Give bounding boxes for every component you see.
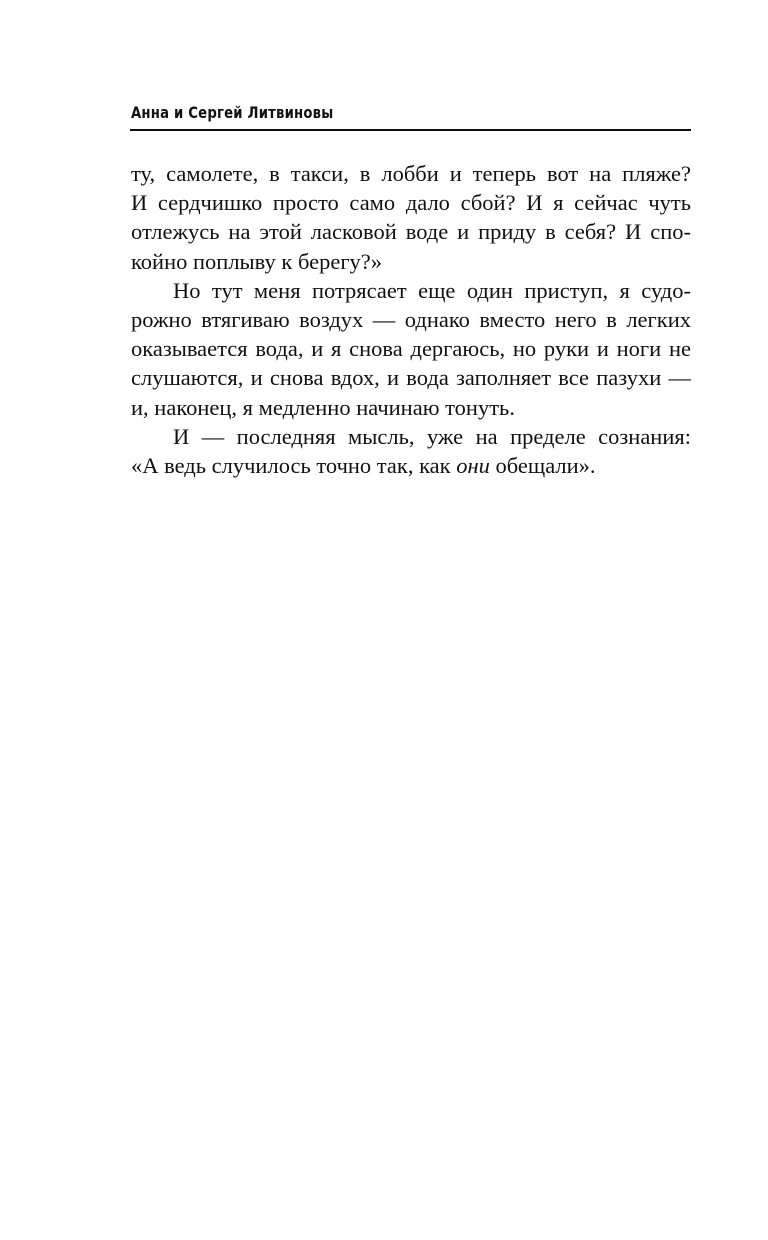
text-line: слушаются, и снова вдох, и вода заполняет все пазухи — [131, 365, 691, 391]
paragraph-2 [131, 276, 691, 422]
body-text [131, 159, 691, 480]
text-line: и, наконец, я медленно начинаю тонуть. [131, 394, 515, 420]
running-head: Анна и Сергей Литвиновы [131, 103, 334, 122]
paragraph-1 [131, 159, 691, 276]
text-line: ту, самолете, в такси, в лобби и теперь вот на пляже? [131, 161, 691, 186]
text-line: отлежусь на этой ласковой воде и приду в себя? И спо- [131, 219, 691, 245]
text-line: И сердчишко просто само дало сбой? И я сейчас чуть [131, 190, 691, 216]
text-line-final [131, 451, 691, 480]
text-line: оказывается вода, и я снова дергаюсь, но руки и ноги не [131, 336, 691, 362]
emphasis-text: они [456, 452, 490, 478]
paragraph-3 [131, 422, 691, 480]
text-line: Но тут меня потрясает еще один приступ, я судо- [173, 277, 691, 303]
text-line: койно поплыву к берегу?» [131, 248, 383, 274]
text-line: рожно втягиваю воздух — однако вместо него в легких [131, 306, 691, 332]
text-line: И — последняя мысль, уже на пределе сознания: [173, 423, 691, 449]
text-segment: «А ведь случилось точно так, как [131, 452, 457, 478]
text-segment: обещали». [489, 452, 596, 478]
header-rule [130, 129, 691, 131]
